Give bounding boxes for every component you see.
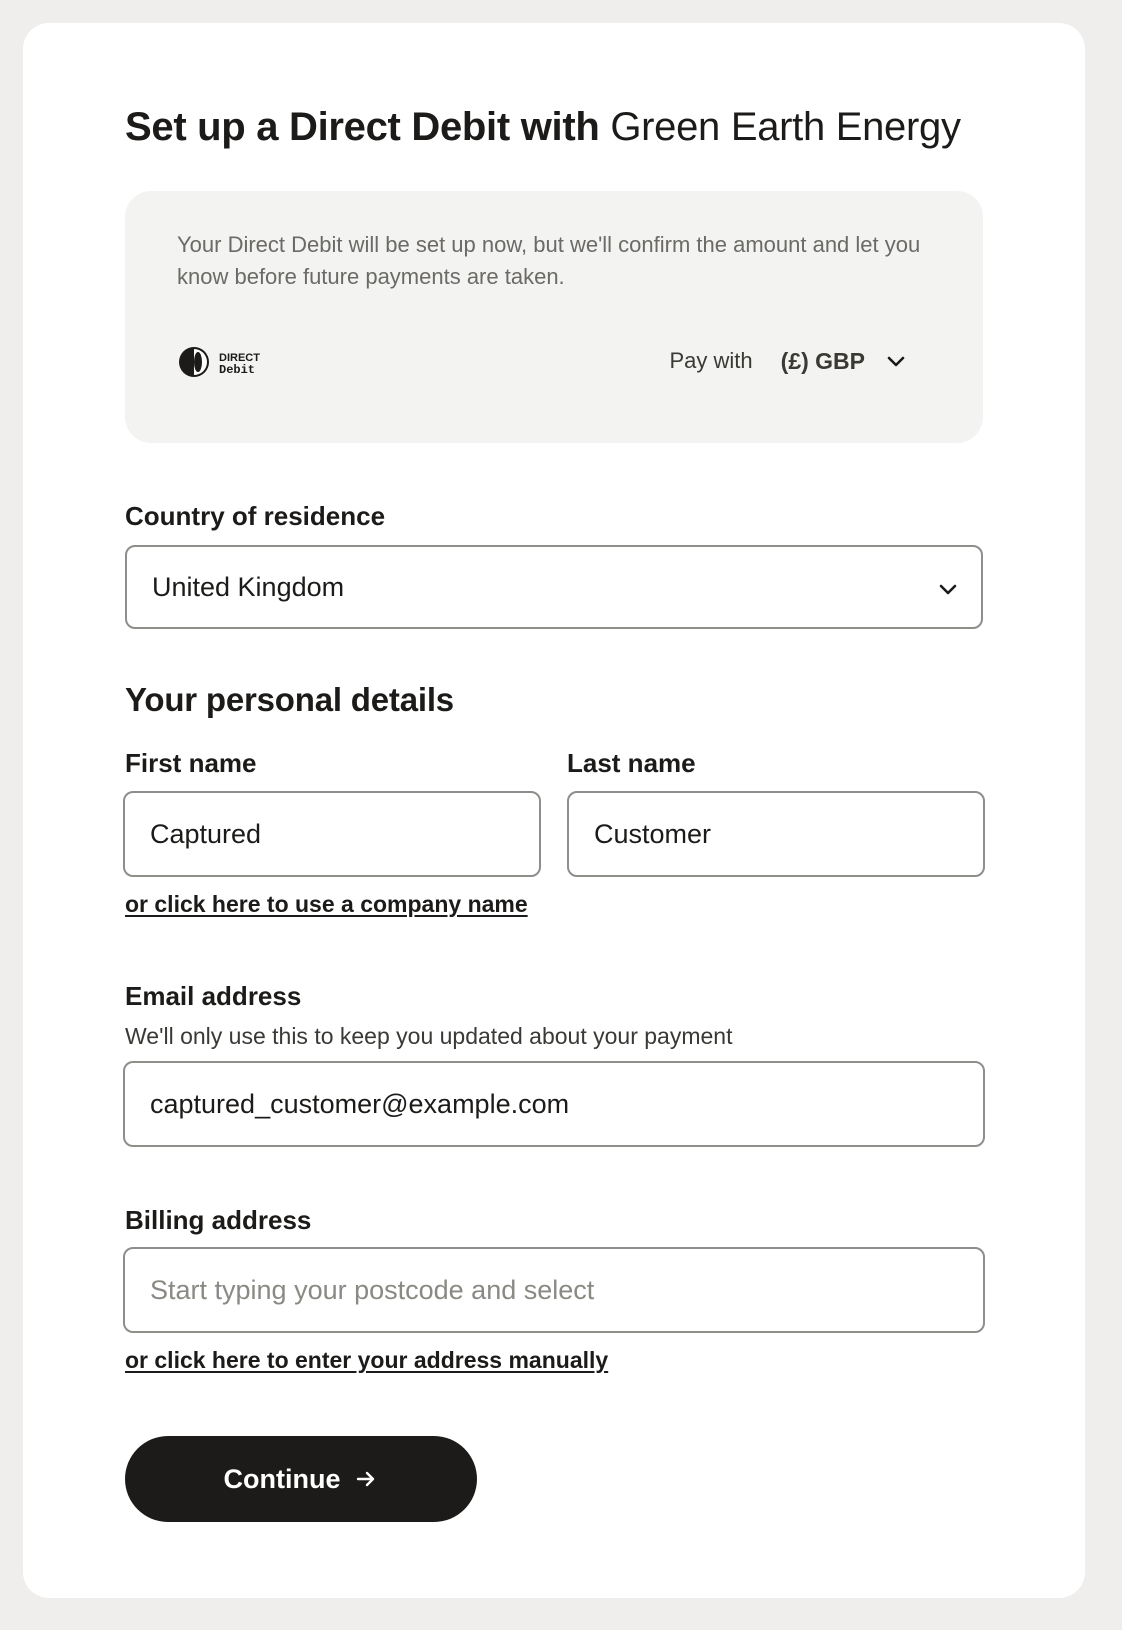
first-name-field[interactable]: [123, 791, 541, 877]
email-input[interactable]: [150, 1089, 983, 1120]
country-label: Country of residence: [125, 501, 386, 531]
email-field[interactable]: [123, 1061, 985, 1147]
chevron-down-icon: [885, 350, 907, 372]
billing-address-input[interactable]: [150, 1275, 983, 1306]
merchant-name: Green Earth Energy: [610, 105, 961, 149]
chevron-down-icon: [937, 576, 959, 598]
logo-line2: Debit: [219, 363, 256, 377]
info-panel: [125, 191, 983, 443]
last-name-label: Last name: [567, 748, 696, 778]
continue-button[interactable]: [125, 1436, 477, 1522]
last-name-field[interactable]: [567, 791, 985, 877]
first-name-input[interactable]: [150, 819, 539, 850]
page-title-bold: Set up a Direct Debit with: [125, 105, 600, 149]
country-select[interactable]: [125, 545, 983, 629]
page-title: [125, 101, 961, 153]
info-message: Your Direct Debit will be set up now, but we'll confirm the amount and let you know before future payments are taken.: [177, 232, 921, 289]
country-value: United Kingdom: [152, 571, 345, 602]
company-name-link[interactable]: or click here to use a company name: [125, 891, 528, 917]
personal-details-heading: Your personal details: [125, 681, 454, 718]
currency-value: (£) GBP: [780, 347, 865, 374]
currency-selector[interactable]: [670, 343, 908, 379]
continue-label: Continue: [223, 1463, 341, 1494]
billing-address-field[interactable]: [123, 1247, 985, 1333]
email-label: Email address: [125, 981, 302, 1011]
manual-address-link[interactable]: or click here to enter your address manually: [125, 1347, 609, 1373]
billing-address-label: Billing address: [125, 1205, 312, 1235]
direct-debit-logo: [177, 345, 277, 379]
first-name-label: First name: [125, 748, 257, 778]
last-name-input[interactable]: [594, 819, 983, 850]
form-card: [23, 23, 1085, 1598]
pay-with-label: Pay with: [669, 348, 753, 373]
arrow-right-icon: [354, 1467, 378, 1491]
logo-line1: DIRECT: [219, 352, 260, 364]
email-hint: We'll only use this to keep you updated about your payment: [125, 1023, 733, 1049]
